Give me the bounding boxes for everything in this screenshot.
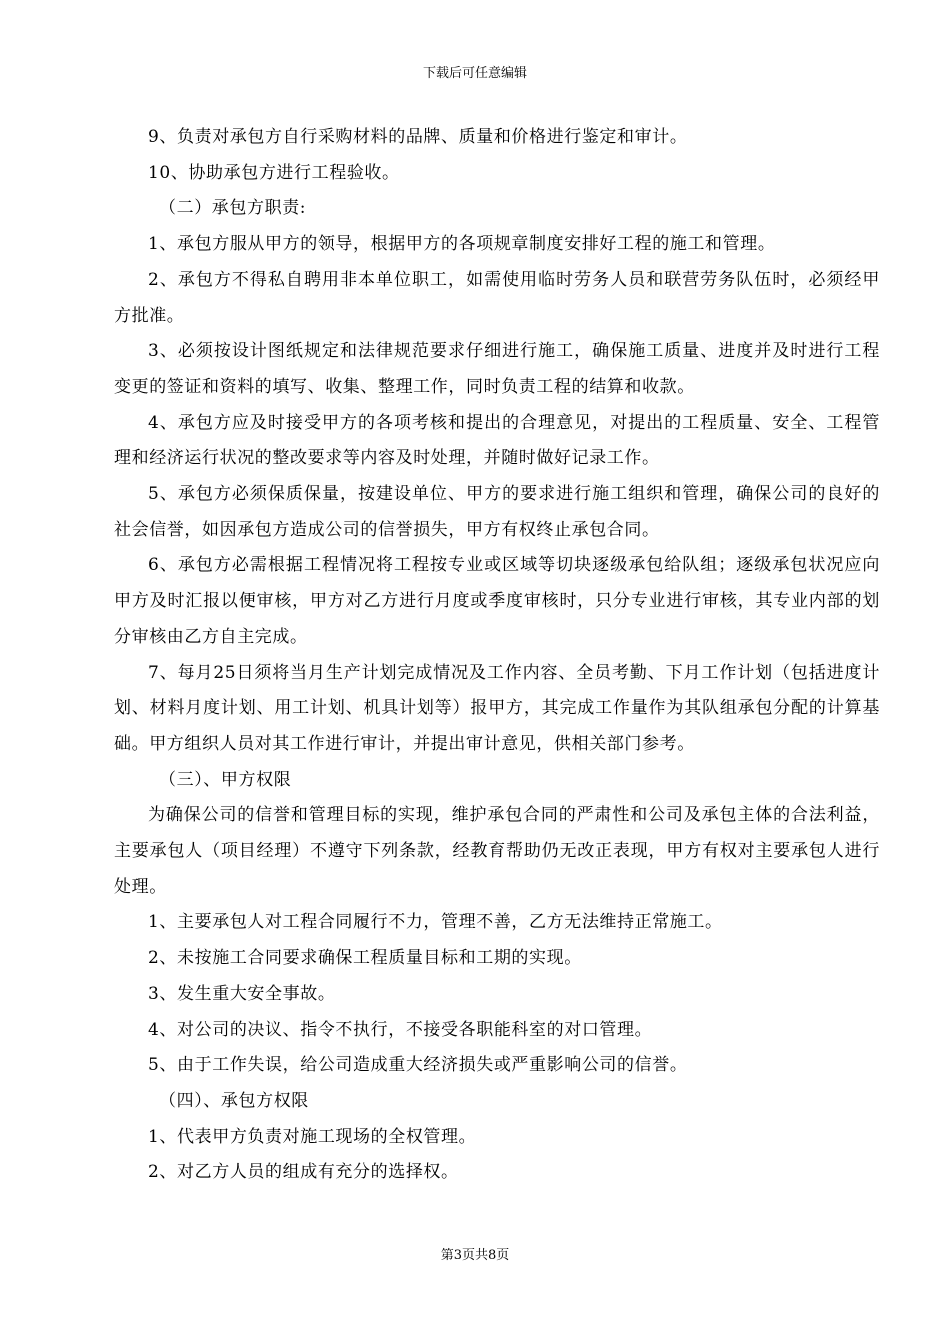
paragraph: 10、协助承包方进行工程验收。 — [148, 162, 400, 183]
paragraph: 7、每月25日须将当月生产计划完成情况及工作内容、全员考勤、下月工作计划（包括进度计划、材料月度计划、用工计划、机具计划等）报甲方，其完成工作量作为其队组承包分配的计算基础。甲方组织人员对其工作进行审计，并提出审计意见，供相关部门参考。 — [114, 662, 880, 754]
page-number: 第3页共8页 — [440, 1248, 510, 1263]
paragraph: 4、承包方应及时接受甲方的各项考核和提出的合理意见，对提出的工程质量、安全、工程管理和经济运行状况的整改要求等内容及时处理，并随时做好记录工作。 — [114, 412, 880, 469]
section-heading: （三）、甲方权限 — [159, 769, 292, 790]
page-header: 下载后可任意编辑 — [422, 66, 527, 81]
paragraph: 1、承包方服从甲方的领导，根据甲方的各项规章制度安排好工程的施工和管理。 — [148, 234, 776, 255]
section-heading: （四）、承包方权限 — [159, 1090, 309, 1111]
section-heading: （二）承包方职责: — [159, 198, 307, 219]
paragraph: 6、承包方必需根据工程情况将工程按专业或区域等切块逐级承包给队组；逐级承包状况应向甲方及时汇报以便审核，甲方对乙方进行月度或季度审核时，只分专业进行审核，其专业内部的划分审核由乙方自主完成。 — [114, 555, 880, 647]
list-item: 1、主要承包人对工程合同履行不力，管理不善，乙方无法维持正常施工。 — [148, 912, 723, 933]
list-item: 2、未按施工合同要求确保工程质量目标和工期的实现。 — [148, 948, 582, 969]
paragraph: 为确保公司的信誉和管理目标的实现，维护承包合同的严肃性和公司及承包主体的合法利益，主要承包人（项目经理）不遵守下列条款，经教育帮助仍无改正表现，甲方有权对主要承包人进行处理。 — [114, 805, 880, 897]
list-item: 4、对公司的决议、指令不执行，不接受各职能科室的对口管理。 — [148, 1019, 653, 1040]
list-item: 1、代表甲方负责对施工现场的全权管理。 — [148, 1126, 477, 1147]
document-body — [114, 120, 880, 1191]
list-item: 5、由于工作失误，给公司造成重大经济损失或严重影响公司的信誉。 — [148, 1055, 688, 1076]
paragraph: 2、承包方不得私自聘用非本单位职工，如需使用临时劳务人员和联营劳务队伍时，必须经甲方批准。 — [114, 269, 880, 326]
paragraph: 3、必须按设计图纸规定和法律规范要求仔细进行施工，确保施工质量、进度并及时进行工程变更的签证和资料的填写、收集、整理工作，同时负责工程的结算和收款。 — [114, 341, 880, 397]
paragraph: 5、承包方必须保质保量，按建设单位、甲方的要求进行施工组织和管理，确保公司的良好的社会信誉，如因承包方造成公司的信誉损失，甲方有权终止承包合同。 — [114, 484, 880, 540]
list-item: 3、发生重大安全事故。 — [148, 983, 336, 1004]
list-item: 2、对乙方人员的组成有充分的选择权。 — [148, 1162, 459, 1183]
paragraph: 9、负责对承包方自行采购材料的品牌、质量和价格进行鉴定和审计。 — [148, 127, 688, 147]
